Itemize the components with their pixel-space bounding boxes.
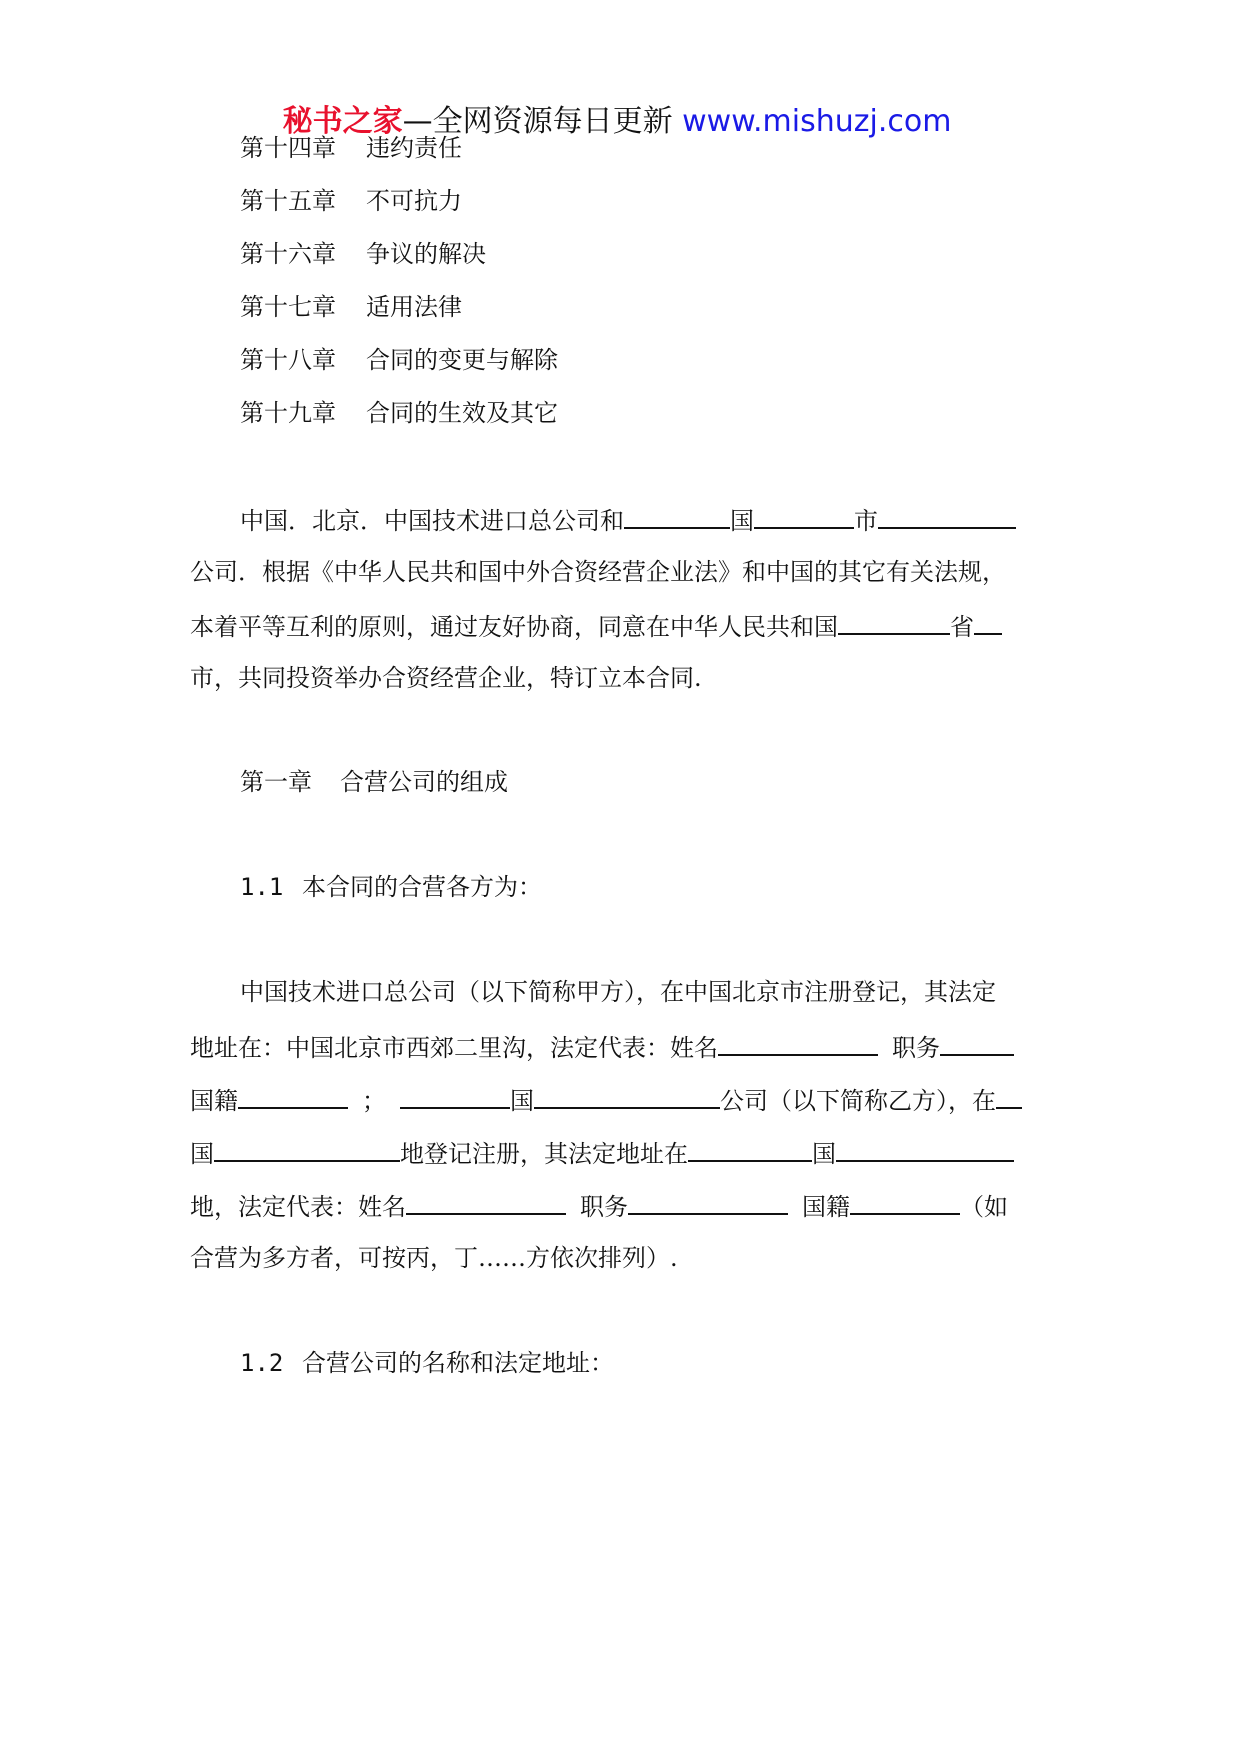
preamble-text: 省: [950, 613, 974, 641]
section-number: 1.1: [240, 873, 284, 901]
brand-name: 秘书之家: [282, 104, 403, 139]
chapter-title: 合营公司的组成: [340, 768, 508, 796]
section-title: 本合同的合营各方为：: [302, 873, 542, 901]
fill-blank[interactable]: [838, 609, 950, 635]
toc-item: [240, 185, 462, 217]
parties-text: 国: [190, 1140, 214, 1168]
parties-text: 职务: [892, 1034, 940, 1062]
parties-text: 国籍: [190, 1087, 238, 1115]
chapter-heading: [240, 766, 508, 798]
fill-blank[interactable]: [214, 1136, 400, 1162]
toc-chapter-number: 第十八章: [240, 346, 336, 374]
parties-text: 国籍: [802, 1193, 850, 1221]
preamble-text: 本着平等互利的原则，通过友好协商，同意在中华人民共和国: [190, 613, 838, 641]
toc-chapter-title: 适用法律: [366, 293, 462, 321]
toc-chapter-title: 争议的解决: [366, 240, 486, 268]
section-heading: [240, 1347, 614, 1379]
fill-blank[interactable]: [940, 1030, 1014, 1056]
preamble-line-4: 市，共同投资举办合资经营企业，特订立本合同.: [190, 664, 702, 692]
header-slogan: —全网资源每日更新: [402, 104, 673, 139]
toc-chapter-title: 合同的生效及其它: [366, 399, 558, 427]
parties-text: （如: [960, 1193, 1008, 1221]
parties-line-6: 合营为多方者，可按丙，丁……方依次排列）.: [190, 1244, 678, 1272]
toc-chapter-title: 不可抗力: [366, 187, 462, 215]
fill-blank[interactable]: [238, 1083, 348, 1109]
fill-blank[interactable]: [754, 503, 854, 529]
chapter-number: 第一章: [240, 768, 312, 796]
fill-blank[interactable]: [836, 1136, 1014, 1162]
toc-chapter-title: 合同的变更与解除: [366, 346, 558, 374]
preamble-text: 中国．北京．中国技术进口总公司和: [240, 507, 624, 535]
parties-text: 地，法定代表：姓名: [190, 1193, 406, 1221]
toc-item: [240, 238, 486, 270]
toc-chapter-number: 第十六章: [240, 240, 336, 268]
fill-blank[interactable]: [400, 1083, 510, 1109]
parties-text: 国: [812, 1140, 836, 1168]
parties-text: 地址在：中国北京市西郊二里沟，法定代表：姓名: [190, 1034, 718, 1062]
parties-text: 职务: [580, 1193, 628, 1221]
fill-blank[interactable]: [406, 1189, 566, 1215]
parties-line-3: [190, 1083, 1048, 1117]
parties-text: 地登记注册，其法定地址在: [400, 1140, 688, 1168]
preamble-text: 国: [730, 507, 754, 535]
site-url-link[interactable]: www.mishuzj.com: [682, 104, 952, 139]
fill-blank[interactable]: [850, 1189, 960, 1215]
fill-blank[interactable]: [974, 609, 1002, 635]
toc-item: [240, 397, 558, 429]
site-header-banner: [0, 102, 1234, 142]
toc-chapter-title: 违约责任: [366, 134, 462, 162]
fill-blank[interactable]: [688, 1136, 812, 1162]
fill-blank[interactable]: [996, 1083, 1022, 1109]
toc-item: [240, 291, 462, 323]
fill-blank[interactable]: [624, 503, 730, 529]
fill-blank[interactable]: [628, 1189, 788, 1215]
parties-line-5: [190, 1189, 1048, 1223]
preamble-text: 市: [854, 507, 878, 535]
toc-item: [240, 344, 558, 376]
parties-line-1: 中国技术进口总公司（以下简称甲方），在中国北京市注册登记，其法定: [240, 978, 996, 1006]
preamble-line-2: 公司．根据《中华人民共和国中外合资经营企业法》和中国的其它有关法规，: [190, 558, 1006, 586]
fill-blank[interactable]: [878, 503, 1016, 529]
section-heading: [240, 871, 542, 903]
toc-item: [240, 132, 462, 164]
preamble-line-1: [240, 503, 1048, 537]
parties-line-4: [190, 1136, 1048, 1170]
toc-chapter-number: 第十九章: [240, 399, 336, 427]
section-number: 1.2: [240, 1349, 284, 1377]
toc-chapter-number: 第十五章: [240, 187, 336, 215]
fill-blank[interactable]: [534, 1083, 720, 1109]
parties-text: 国: [510, 1087, 534, 1115]
toc-chapter-number: 第十四章: [240, 134, 336, 162]
parties-text: 公司（以下简称乙方），在: [720, 1087, 996, 1115]
toc-chapter-number: 第十七章: [240, 293, 336, 321]
fill-blank[interactable]: [718, 1030, 878, 1056]
section-title: 合营公司的名称和法定地址：: [302, 1349, 614, 1377]
parties-line-2: [190, 1030, 1048, 1064]
parties-text: ；: [362, 1087, 386, 1115]
preamble-line-3: [190, 609, 1048, 643]
